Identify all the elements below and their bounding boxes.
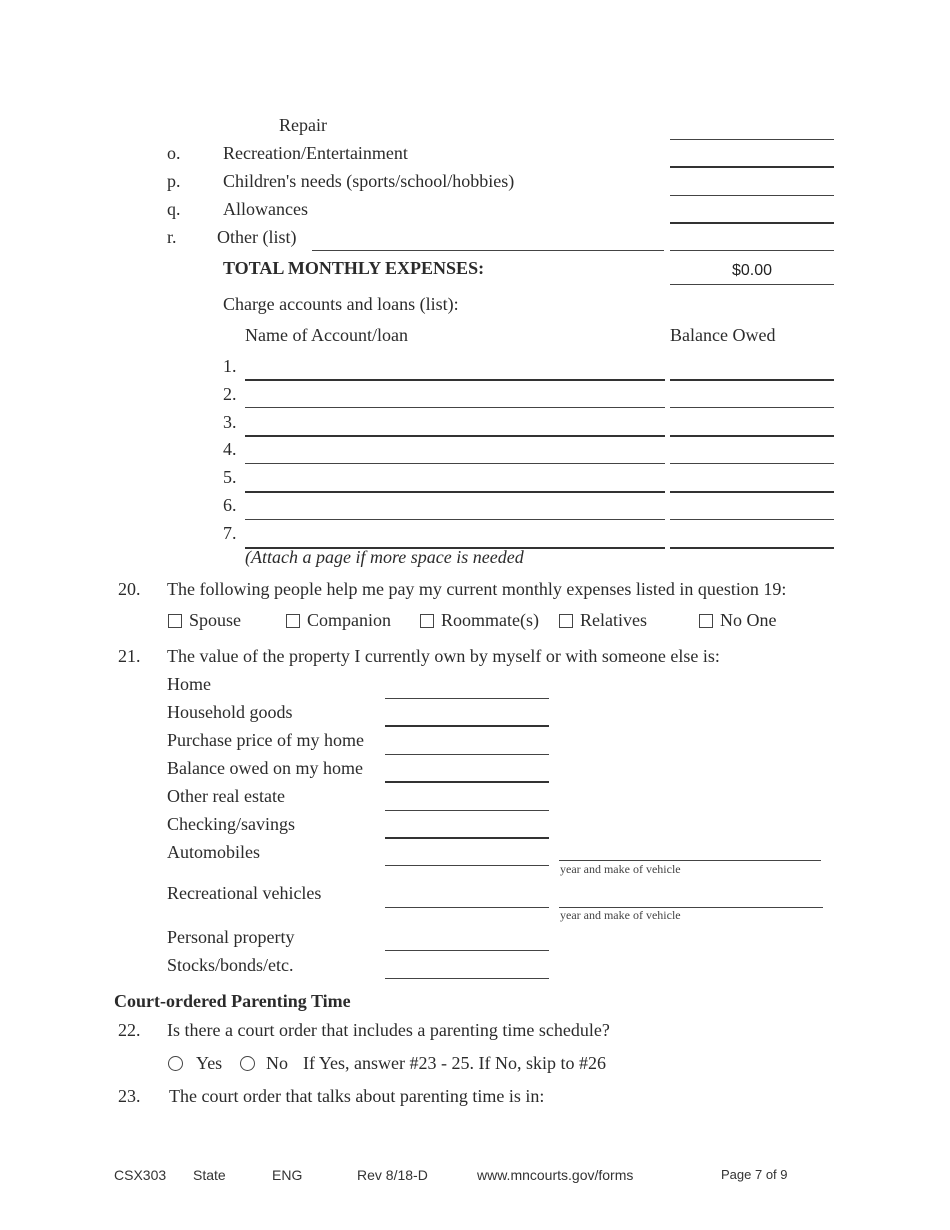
- q20-companion-label: Companion: [307, 610, 391, 630]
- property-checking-field[interactable]: [385, 837, 549, 839]
- expense-other-amount-field[interactable]: [670, 250, 834, 251]
- footer-url: www.mncourts.gov/forms: [477, 1167, 634, 1183]
- property-checking-label: Checking/savings: [167, 814, 295, 834]
- property-personal-label: Personal property: [167, 927, 295, 947]
- q22-text: Is there a court order that includes a parenting time schedule?: [167, 1020, 610, 1040]
- charge-row-number: 2.: [223, 384, 237, 404]
- q20-companion-checkbox[interactable]: [286, 614, 300, 628]
- expense-children-label: Children's needs (sports/school/hobbies): [223, 171, 515, 191]
- property-other-real-estate-label: Other real estate: [167, 786, 285, 806]
- q22-instruction: If Yes, answer #23 - 25. If No, skip to #26: [303, 1053, 606, 1073]
- charge-row-name-field[interactable]: [245, 519, 665, 520]
- charge-row-balance-field[interactable]: [670, 407, 834, 408]
- q23-number: 23.: [118, 1086, 141, 1106]
- property-automobiles-field[interactable]: [385, 865, 549, 866]
- q21-text: The value of the property I currently own by myself or with someone else is:: [167, 646, 720, 666]
- footer-language: ENG: [272, 1167, 303, 1183]
- charge-row-number: 6.: [223, 495, 237, 515]
- q20-no-one-label: No One: [720, 610, 777, 630]
- q22-yes-label: Yes: [196, 1053, 223, 1073]
- charge-row-name-field[interactable]: [245, 463, 665, 464]
- charge-row-name-field[interactable]: [245, 435, 665, 437]
- q22-no-label: No: [266, 1053, 288, 1073]
- charge-row-name-field[interactable]: [245, 379, 665, 381]
- footer-scope: State: [193, 1167, 226, 1183]
- q20-no-one-checkbox[interactable]: [699, 614, 713, 628]
- expense-repair-field[interactable]: [670, 139, 834, 140]
- automobile-vehicle-hint: year and make of vehicle: [560, 862, 681, 876]
- charge-row-number: 1.: [223, 356, 237, 376]
- property-purchase-price-label: Purchase price of my home: [167, 730, 364, 750]
- property-stocks-label: Stocks/bonds/etc.: [167, 955, 294, 975]
- expense-letter-p: p.: [167, 171, 181, 191]
- property-balance-owed-field[interactable]: [385, 781, 549, 783]
- expense-letter-o: o.: [167, 143, 181, 163]
- q20-spouse-label: Spouse: [189, 610, 242, 630]
- footer-page-number: Page 7 of 9: [721, 1167, 788, 1182]
- property-home-label: Home: [167, 674, 211, 694]
- section-title: Court-ordered Parenting Time: [114, 991, 351, 1011]
- q20-number: 20.: [118, 579, 141, 599]
- charge-row-balance-field[interactable]: [670, 547, 834, 549]
- charge-col-balance: Balance Owed: [670, 325, 776, 345]
- property-purchase-price-field[interactable]: [385, 754, 549, 755]
- property-other-real-estate-field[interactable]: [385, 810, 549, 811]
- expense-allowances-field[interactable]: [670, 222, 834, 224]
- property-balance-owed-label: Balance owed on my home: [167, 758, 363, 778]
- charge-row-balance-field[interactable]: [670, 519, 834, 520]
- q22-number: 22.: [118, 1020, 141, 1040]
- property-automobiles-label: Automobiles: [167, 842, 260, 862]
- charge-row-number: 7.: [223, 523, 237, 543]
- charge-row-balance-field[interactable]: [670, 379, 834, 381]
- q20-roommates-label: Roommate(s): [441, 610, 539, 630]
- total-expenses-value[interactable]: $0.00: [731, 262, 773, 279]
- q22-yes-radio[interactable]: [168, 1056, 183, 1071]
- q22-no-radio[interactable]: [240, 1056, 255, 1071]
- q20-relatives-label: Relatives: [580, 610, 647, 630]
- footer-form-id: CSX303: [114, 1167, 167, 1183]
- charge-row-name-field[interactable]: [245, 407, 665, 408]
- property-stocks-field[interactable]: [385, 978, 549, 979]
- charge-row-number: 3.: [223, 412, 237, 432]
- property-household-field[interactable]: [385, 725, 549, 727]
- recreational-vehicle-hint: year and make of vehicle: [560, 908, 681, 922]
- charge-row-number: 5.: [223, 467, 237, 487]
- expense-recreation-field[interactable]: [670, 166, 834, 168]
- charge-row-balance-field[interactable]: [670, 435, 834, 437]
- expense-children-field[interactable]: [670, 195, 834, 196]
- expense-repair-label: Repair: [279, 115, 327, 135]
- expense-recreation-label: Recreation/Entertainment: [223, 143, 408, 163]
- q20-roommates-checkbox[interactable]: [420, 614, 434, 628]
- q20-text: The following people help me pay my current monthly expenses listed in question 19:: [167, 579, 787, 599]
- expense-letter-q: q.: [167, 199, 181, 219]
- charge-row-balance-field[interactable]: [670, 463, 834, 464]
- charge-accounts-heading: Charge accounts and loans (list):: [223, 294, 459, 314]
- expense-other-list-field[interactable]: [312, 250, 664, 251]
- q20-relatives-checkbox[interactable]: [559, 614, 573, 628]
- expense-letter-r: r.: [167, 227, 177, 247]
- automobile-vehicle-field[interactable]: [559, 860, 821, 861]
- charge-col-name: Name of Account/loan: [245, 325, 408, 345]
- charge-row-balance-field[interactable]: [670, 491, 834, 493]
- q23-text: The court order that talks about parenting time is in:: [169, 1086, 545, 1106]
- expense-other-label: Other (list): [217, 227, 297, 247]
- total-expenses-label: TOTAL MONTHLY EXPENSES:: [223, 258, 485, 278]
- property-recreational-field[interactable]: [385, 907, 549, 908]
- total-expenses-underline: [670, 284, 834, 285]
- property-personal-field[interactable]: [385, 950, 549, 951]
- property-home-field[interactable]: [385, 698, 549, 699]
- charge-row-name-field[interactable]: [245, 491, 665, 493]
- property-recreational-label: Recreational vehicles: [167, 883, 322, 903]
- property-household-label: Household goods: [167, 702, 293, 722]
- expense-allowances-label: Allowances: [223, 199, 308, 219]
- q20-spouse-checkbox[interactable]: [168, 614, 182, 628]
- charge-row-number: 4.: [223, 439, 237, 459]
- q21-number: 21.: [118, 646, 141, 666]
- footer-revision: Rev 8/18-D: [357, 1167, 428, 1183]
- charge-attach-note: (Attach a page if more space is needed: [245, 547, 524, 567]
